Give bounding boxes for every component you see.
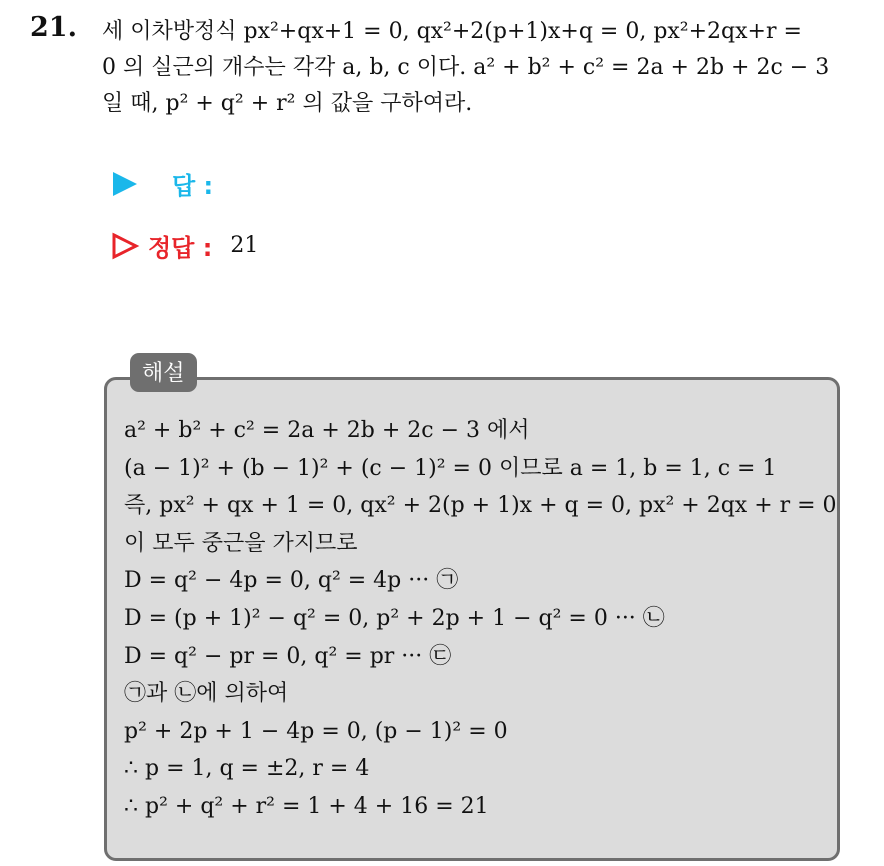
- answer-row: [110, 166, 213, 201]
- answer-label: 답 :: [172, 172, 214, 200]
- filled-triangle-icon: [110, 169, 140, 199]
- question-text: [102, 14, 862, 122]
- question-number: 21.: [30, 12, 77, 43]
- solution-line: 이 모두 중근을 가지므로: [124, 530, 358, 556]
- outline-triangle-icon: [110, 231, 140, 261]
- solution-line: D = q² − 4p = 0, q² = 4p ··· ㉠: [124, 568, 459, 594]
- solution-line: ∴ p = 1, q = ±2, r = 4: [124, 756, 370, 782]
- question-line: 일 때, p² + q² + r² 의 값을 구하여라.: [102, 91, 473, 116]
- solution-line: ∴ p² + q² + r² = 1 + 4 + 16 = 21: [124, 793, 489, 819]
- correct-answer-label: 정답 :: [148, 234, 213, 262]
- solution-line: ㉠과 ㉡에 의하여: [124, 681, 289, 707]
- solution-tag: 해설: [130, 353, 197, 392]
- solution-line: 즉, px² + qx + 1 = 0, qx² + 2(p + 1)x + q = 0, px² + 2qx + r = 0: [124, 493, 837, 519]
- correct-answer-row: [110, 228, 258, 263]
- solution-line: D = (p + 1)² − q² = 0, p² + 2p + 1 − q² = 0 ··· ㉡: [124, 605, 665, 631]
- question-line: 세 이차방정식 px²+qx+1 = 0, qx²+2(p+1)x+q = 0, px²+2qx+r =: [102, 19, 802, 44]
- solution-line: D = q² − pr = 0, q² = pr ··· ㉢: [124, 643, 452, 669]
- solution-line: a² + b² + c² = 2a + 2b + 2c − 3 에서: [124, 418, 530, 443]
- correct-answer-value: 21: [230, 233, 259, 258]
- solution-line: p² + 2p + 1 − 4p = 0, (p − 1)² = 0: [124, 718, 508, 744]
- solution-line: (a − 1)² + (b − 1)² + (c − 1)² = 0 이므로 a = 1, b = 1, c = 1: [124, 455, 777, 481]
- solution-body: [124, 412, 837, 826]
- question-line: 0 의 실근의 개수는 각각 a, b, c 이다. a² + b² + c² = 2a + 2b + 2c − 3: [102, 55, 830, 80]
